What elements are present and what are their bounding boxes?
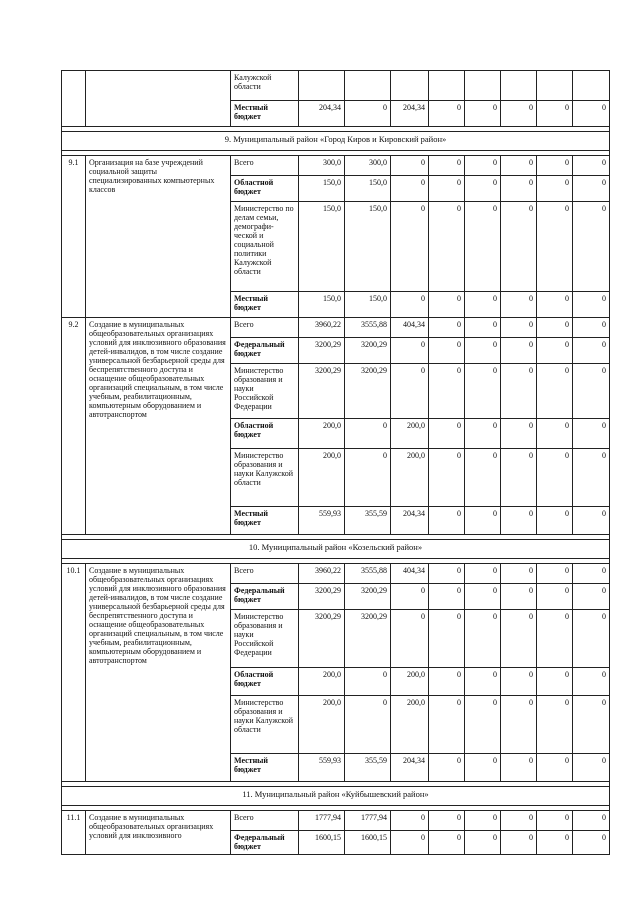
funding-source: Федеральный бюджет	[231, 338, 299, 364]
amount-cell: 355,59	[345, 754, 391, 782]
amount-cell: 1600,15	[345, 831, 391, 855]
amount-cell: 3200,29	[299, 364, 345, 419]
amount-cell: 0	[501, 449, 537, 507]
amount-cell: 0	[429, 176, 465, 202]
table-row	[62, 318, 610, 338]
amount-cell: 0	[501, 156, 537, 176]
amount-cell: 0	[573, 202, 610, 292]
amount-cell: 0	[573, 419, 610, 449]
funding-source: Всего	[231, 156, 299, 176]
amount-cell: 0	[573, 564, 610, 584]
amount-cell: 3200,29	[299, 610, 345, 668]
item-name: Организация на базе учреждений социальной защиты специализированных компьютерных классов	[86, 156, 231, 318]
funding-source: Министерство образования и науки Калужской области	[231, 696, 299, 754]
amount-cell: 0	[537, 419, 573, 449]
amount-cell	[465, 71, 501, 101]
amount-cell: 0	[429, 449, 465, 507]
amount-cell: 0	[573, 696, 610, 754]
funding-source: Областной бюджет	[231, 419, 299, 449]
amount-cell: 0	[501, 696, 537, 754]
amount-cell: 0	[465, 338, 501, 364]
amount-cell: 0	[501, 668, 537, 696]
amount-cell: 0	[537, 364, 573, 419]
item-number: 10.1	[62, 564, 86, 782]
amount-cell: 0	[465, 831, 501, 855]
item-number: 9.1	[62, 156, 86, 318]
amount-cell: 0	[391, 292, 429, 318]
amount-cell: 0	[465, 419, 501, 449]
amount-cell: 0	[573, 292, 610, 318]
amount-cell: 0	[573, 338, 610, 364]
amount-cell: 0	[573, 610, 610, 668]
amount-cell: 0	[429, 831, 465, 855]
table-row	[62, 811, 610, 831]
amount-cell: 0	[429, 584, 465, 610]
amount-cell: 1600,15	[299, 831, 345, 855]
amount-cell: 3555,88	[345, 318, 391, 338]
funding-source: Всего	[231, 811, 299, 831]
amount-cell: 0	[501, 101, 537, 127]
amount-cell: 0	[429, 754, 465, 782]
amount-cell: 0	[501, 338, 537, 364]
amount-cell: 0	[537, 668, 573, 696]
amount-cell: 0	[429, 292, 465, 318]
amount-cell: 0	[391, 610, 429, 668]
amount-cell	[429, 71, 465, 101]
amount-cell: 200,0	[391, 449, 429, 507]
amount-cell: 204,34	[391, 754, 429, 782]
amount-cell: 0	[537, 831, 573, 855]
amount-cell: 0	[391, 338, 429, 364]
amount-cell: 0	[501, 584, 537, 610]
amount-cell: 0	[465, 101, 501, 127]
amount-cell: 0	[345, 101, 391, 127]
amount-cell: 3960,22	[299, 564, 345, 584]
amount-cell: 3200,29	[345, 584, 391, 610]
amount-cell: 0	[345, 419, 391, 449]
amount-cell: 0	[501, 564, 537, 584]
table-row	[62, 71, 610, 101]
amount-cell: 200,0	[391, 668, 429, 696]
amount-cell: 0	[429, 202, 465, 292]
amount-cell: 0	[573, 318, 610, 338]
amount-cell: 0	[501, 292, 537, 318]
amount-cell: 0	[465, 811, 501, 831]
item-number: 9.2	[62, 318, 86, 535]
section-title: 10. Муниципальный район «Козельский район»	[62, 540, 610, 559]
amount-cell: 0	[429, 696, 465, 754]
funding-source: Министерство образования и науки Российской Федерации	[231, 610, 299, 668]
amount-cell: 0	[573, 449, 610, 507]
amount-cell: 0	[501, 318, 537, 338]
amount-cell: 0	[391, 584, 429, 610]
amount-cell: 0	[573, 831, 610, 855]
funding-source: Местный бюджет	[231, 507, 299, 535]
amount-cell: 0	[537, 202, 573, 292]
amount-cell: 204,34	[391, 507, 429, 535]
amount-cell: 0	[465, 507, 501, 535]
amount-cell: 0	[537, 754, 573, 782]
amount-cell: 0	[573, 364, 610, 419]
amount-cell: 3200,29	[345, 610, 391, 668]
section-title: 11. Муниципальный район «Куйбышевский район»	[62, 787, 610, 806]
item-name: Создание в муниципальных общеобразовательных организациях условий для инклюзивного	[86, 811, 231, 855]
section-header-row	[62, 132, 610, 151]
budget-table-body	[62, 71, 610, 855]
amount-cell: 0	[537, 696, 573, 754]
amount-cell: 150,0	[345, 176, 391, 202]
section-header-row	[62, 787, 610, 806]
amount-cell: 150,0	[345, 202, 391, 292]
amount-cell: 0	[465, 449, 501, 507]
funding-source: Местный бюджет	[231, 292, 299, 318]
amount-cell	[299, 71, 345, 101]
amount-cell: 0	[345, 696, 391, 754]
funding-source: Местный бюджет	[231, 754, 299, 782]
amount-cell: 0	[465, 564, 501, 584]
amount-cell: 0	[465, 584, 501, 610]
funding-source: Министерство по делам семьи, демографи-ческой и социальной политики Калужской области	[231, 202, 299, 292]
amount-cell: 0	[429, 364, 465, 419]
amount-cell: 404,34	[391, 564, 429, 584]
funding-source: Министерство образования и науки Российской Федерации	[231, 364, 299, 419]
amount-cell: 0	[429, 668, 465, 696]
funding-source: Всего	[231, 564, 299, 584]
amount-cell: 300,0	[345, 156, 391, 176]
amount-cell: 559,93	[299, 507, 345, 535]
amount-cell: 0	[573, 101, 610, 127]
amount-cell: 404,34	[391, 318, 429, 338]
amount-cell: 0	[429, 564, 465, 584]
amount-cell: 0	[465, 292, 501, 318]
amount-cell: 200,0	[299, 449, 345, 507]
amount-cell: 0	[391, 156, 429, 176]
item-number: 11.1	[62, 811, 86, 855]
amount-cell: 0	[537, 176, 573, 202]
funding-source: Министерство образования и науки Калужской области	[231, 449, 299, 507]
amount-cell: 200,0	[299, 668, 345, 696]
amount-cell	[391, 71, 429, 101]
amount-cell: 0	[537, 318, 573, 338]
amount-cell: 0	[391, 831, 429, 855]
amount-cell: 0	[429, 419, 465, 449]
amount-cell: 0	[537, 449, 573, 507]
amount-cell: 150,0	[299, 176, 345, 202]
item-number	[62, 71, 86, 127]
amount-cell: 0	[573, 507, 610, 535]
amount-cell: 0	[537, 610, 573, 668]
amount-cell: 0	[391, 811, 429, 831]
amount-cell: 0	[465, 202, 501, 292]
amount-cell: 3960,22	[299, 318, 345, 338]
amount-cell: 0	[573, 156, 610, 176]
amount-cell: 204,34	[299, 101, 345, 127]
amount-cell: 0	[391, 364, 429, 419]
funding-source: Федеральный бюджет	[231, 831, 299, 855]
item-name: Создание в муниципальных общеобразовательных организациях условий для инклюзивного образования детей-инвалидов, в том числе создание универсальной безбарьерной среды для беспрепятственного доступа и оснащение общеобразовательных организаций специальным, в том числе учебным, реабилитационным, компьютерным оборудованием и автотранспортом	[86, 318, 231, 535]
amount-cell: 0	[465, 754, 501, 782]
amount-cell: 0	[429, 156, 465, 176]
amount-cell: 0	[501, 202, 537, 292]
amount-cell: 3555,88	[345, 564, 391, 584]
amount-cell: 0	[465, 668, 501, 696]
amount-cell: 3200,29	[345, 338, 391, 364]
funding-source: Федеральный бюджет	[231, 584, 299, 610]
item-name: Создание в муниципальных общеобразовательных организациях условий для инклюзивного образования детей-инвалидов, в том числе создание универсальной безбарьерной среды для беспрепятственного доступа и оснащение общеобразовательных организаций специальным, в том числе учебным, реабилитационным, компьютерным оборудованием и автотранспортом	[86, 564, 231, 782]
amount-cell: 0	[501, 419, 537, 449]
amount-cell: 0	[501, 811, 537, 831]
amount-cell: 0	[391, 202, 429, 292]
amount-cell: 0	[573, 811, 610, 831]
amount-cell: 1777,94	[299, 811, 345, 831]
amount-cell: 0	[345, 668, 391, 696]
amount-cell: 200,0	[391, 696, 429, 754]
amount-cell: 0	[537, 156, 573, 176]
amount-cell: 0	[429, 318, 465, 338]
amount-cell: 0	[429, 101, 465, 127]
amount-cell: 0	[537, 507, 573, 535]
table-row	[62, 156, 610, 176]
amount-cell: 150,0	[299, 202, 345, 292]
amount-cell: 0	[501, 507, 537, 535]
table-row	[62, 564, 610, 584]
amount-cell: 0	[429, 338, 465, 364]
amount-cell: 200,0	[299, 419, 345, 449]
amount-cell: 0	[537, 811, 573, 831]
amount-cell: 0	[501, 754, 537, 782]
funding-source: Всего	[231, 318, 299, 338]
amount-cell: 150,0	[345, 292, 391, 318]
amount-cell: 3200,29	[299, 338, 345, 364]
amount-cell: 3200,29	[299, 584, 345, 610]
amount-cell: 0	[537, 564, 573, 584]
amount-cell: 1777,94	[345, 811, 391, 831]
amount-cell: 0	[573, 176, 610, 202]
amount-cell: 3200,29	[345, 364, 391, 419]
amount-cell: 200,0	[391, 419, 429, 449]
budget-table-page	[61, 70, 609, 855]
amount-cell: 0	[345, 449, 391, 507]
funding-source: Калужской области	[231, 71, 299, 101]
amount-cell	[501, 71, 537, 101]
amount-cell: 0	[465, 364, 501, 419]
amount-cell: 200,0	[299, 696, 345, 754]
amount-cell: 204,34	[391, 101, 429, 127]
amount-cell: 0	[501, 364, 537, 419]
amount-cell: 0	[465, 610, 501, 668]
amount-cell: 0	[465, 696, 501, 754]
amount-cell: 0	[465, 156, 501, 176]
item-name	[86, 71, 231, 127]
amount-cell: 0	[537, 101, 573, 127]
amount-cell: 150,0	[299, 292, 345, 318]
amount-cell: 0	[573, 754, 610, 782]
amount-cell: 0	[537, 338, 573, 364]
amount-cell: 0	[465, 176, 501, 202]
amount-cell: 355,59	[345, 507, 391, 535]
funding-source: Областной бюджет	[231, 668, 299, 696]
amount-cell: 0	[537, 292, 573, 318]
amount-cell: 0	[501, 610, 537, 668]
amount-cell: 0	[537, 584, 573, 610]
amount-cell: 559,93	[299, 754, 345, 782]
amount-cell	[345, 71, 391, 101]
amount-cell: 0	[573, 584, 610, 610]
amount-cell	[537, 71, 573, 101]
funding-source: Областной бюджет	[231, 176, 299, 202]
amount-cell: 0	[429, 811, 465, 831]
amount-cell: 0	[391, 176, 429, 202]
amount-cell: 0	[465, 318, 501, 338]
budget-table	[61, 70, 610, 855]
funding-source: Местный бюджет	[231, 101, 299, 127]
amount-cell	[573, 71, 610, 101]
section-header-row	[62, 540, 610, 559]
amount-cell: 0	[429, 507, 465, 535]
amount-cell: 0	[501, 176, 537, 202]
amount-cell: 300,0	[299, 156, 345, 176]
amount-cell: 0	[429, 610, 465, 668]
amount-cell: 0	[501, 831, 537, 855]
section-title: 9. Муниципальный район «Город Киров и Кировский район»	[62, 132, 610, 151]
amount-cell: 0	[573, 668, 610, 696]
